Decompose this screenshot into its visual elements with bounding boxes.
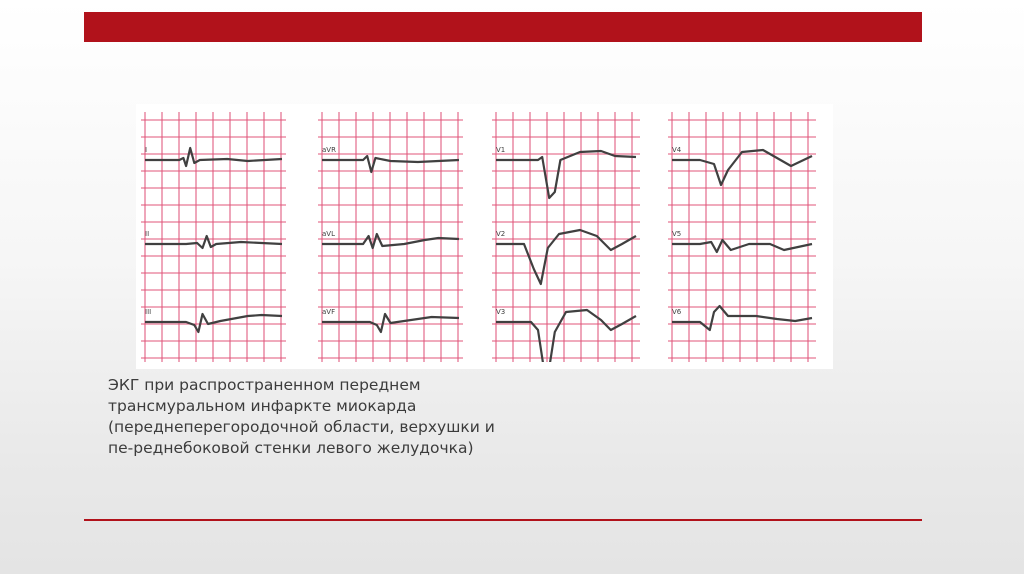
chest-leads-left-panel-grid bbox=[668, 112, 816, 362]
limb-leads-svg bbox=[141, 112, 286, 362]
augmented-leads-panel bbox=[318, 112, 463, 362]
lead-label-v6: V6 bbox=[672, 308, 682, 316]
ecg-figure bbox=[136, 104, 833, 369]
lead-label-avl: aVL bbox=[322, 230, 335, 238]
chest-leads-right-panel bbox=[492, 112, 640, 362]
caption-line: ЭКГ при распространенном переднем bbox=[108, 376, 421, 394]
lead-label-avr: aVR bbox=[322, 146, 336, 154]
title-accent-bar bbox=[84, 12, 922, 42]
limb-leads-panel-grid bbox=[141, 112, 286, 362]
caption-line: пе-реднебоковой стенки левого желудочка) bbox=[108, 439, 474, 457]
lead-label-v4: V4 bbox=[672, 146, 682, 154]
lead-label-ii: II bbox=[145, 230, 150, 238]
caption-line: трансмуральном инфаркте миокарда bbox=[108, 397, 417, 415]
lead-label-avf: aVF bbox=[322, 308, 336, 316]
lead-label-v5: V5 bbox=[672, 230, 682, 238]
lead-label-iii: III bbox=[145, 308, 152, 316]
chest-leads-right-svg bbox=[492, 112, 640, 362]
augmented-leads-svg bbox=[318, 112, 463, 362]
chest-leads-right-panel-grid bbox=[492, 112, 640, 362]
augmented-leads-panel-grid bbox=[318, 112, 463, 362]
lead-label-v3: V3 bbox=[496, 308, 506, 316]
chest-leads-left-panel bbox=[668, 112, 816, 362]
lead-label-v1: V1 bbox=[496, 146, 506, 154]
lead-label-v2: V2 bbox=[496, 230, 506, 238]
caption-line: (переднеперегородочной области, верхушки и bbox=[108, 418, 495, 436]
footer-divider-line bbox=[84, 519, 922, 521]
limb-leads-panel bbox=[141, 112, 286, 362]
lead-label-i: I bbox=[145, 146, 148, 154]
figure-caption bbox=[108, 375, 748, 459]
chest-leads-left-svg bbox=[668, 112, 816, 362]
